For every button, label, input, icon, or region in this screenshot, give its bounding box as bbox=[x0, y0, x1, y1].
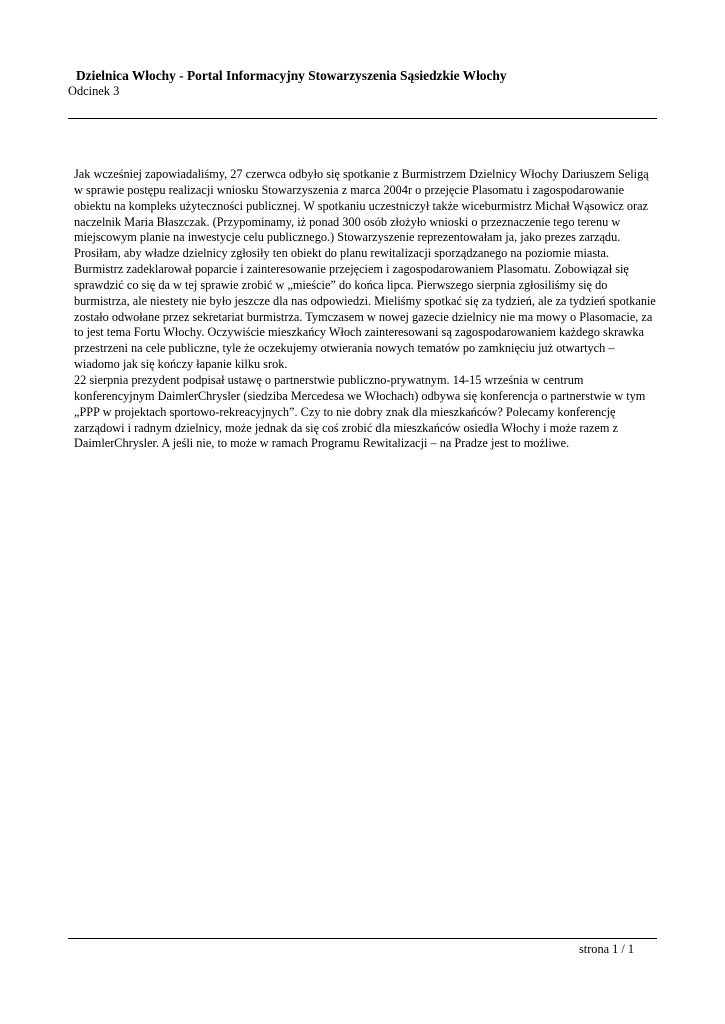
page-number: strona 1 / 1 bbox=[579, 942, 634, 956]
footer-divider bbox=[68, 938, 657, 939]
page-subtitle: Odcinek 3 bbox=[68, 84, 120, 98]
article-paragraph: Jak wcześniej zapowiadaliśmy, 27 czerwca odbyło się spotkanie z Burmistrzem Dzielnicy Włochy Dariuszem Seligą w sprawie postępu realizacji wniosku Stowarzyszenia z marca 2004r o przejęcie Plasomatu i zagospodarowanie obiektu na kompleks użyteczności publicznej. W spotkaniu uczestniczył także wiceburmistrz Michał Wąsowicz oraz naczelnik Maria Błaszczak. (Przypominamy, iż ponad 300 osób złożyło wnioski o przeznaczenie tego terenu w miejscowym planie na inwestycje celu publicznego.) Stowarzyszenie reprezentowałam ja, jako prezes zarządu. Prosiłam, aby władze dzielnicy zgłosiły ten obiekt do planu rewitalizacji sporządzanego na poziomie miasta. Burmistrz zadeklarował poparcie i zainteresowanie przejęciem i zagospodarowaniem Plasomatu. Zobowiązał się sprawdzić co się da w tej sprawie zrobić w „mieście” do końca lipca. Pierwszego sierpnia zgłosiliśmy się do burmistrza, ale niestety nie było jeszcze dla nas odpowiedzi. Mieliśmy spotkać się za tydzień, ale za tydzień spotkanie zostało odwołane przez sekretariat burmistrza. Tymczasem w nowej gazecie dzielnicy nie ma mowy o Plasomacie, za to jest tema Fortu Włochy. Oczywiście mieszkańcy Włoch zainteresowani są zagospodarowaniem każdego skrawka przestrzeni na cele publiczne, tyle że oczekujemy otwierania nowych tematów po zamknięciu już otwartych – wiadomo jak się kończy łapanie kilku srok. bbox=[74, 167, 656, 372]
article-paragraph: 22 sierpnia prezydent podpisał ustawę o partnerstwie publiczno-prywatnym. 14-15 września w centrum konferencyjnym DaimlerChrysler (siedziba Mercedesa we Włochach) odbywa się konferencja o partnerstwie w tym „PPP w projektach sportowo-rekreacyjnych”. Czy to nie dobry znak dla mieszkańców? Polecamy konferencję zarządowi i radnym dzielnicy, może jednak da się coś zrobić dla mieszkańców osiedla Włochy i może razem z DaimlerChrysler. A jeśli nie, to może w ramach Programu Rewitalizacji – na Pradze jest to możliwe. bbox=[74, 372, 646, 451]
page-title: Dzielnica Włochy - Portal Informacyjny Stowarzyszenia Sąsiedzkie Włochy bbox=[76, 68, 507, 83]
page-header bbox=[68, 67, 658, 99]
header-divider bbox=[68, 118, 657, 119]
article-body bbox=[74, 167, 659, 452]
